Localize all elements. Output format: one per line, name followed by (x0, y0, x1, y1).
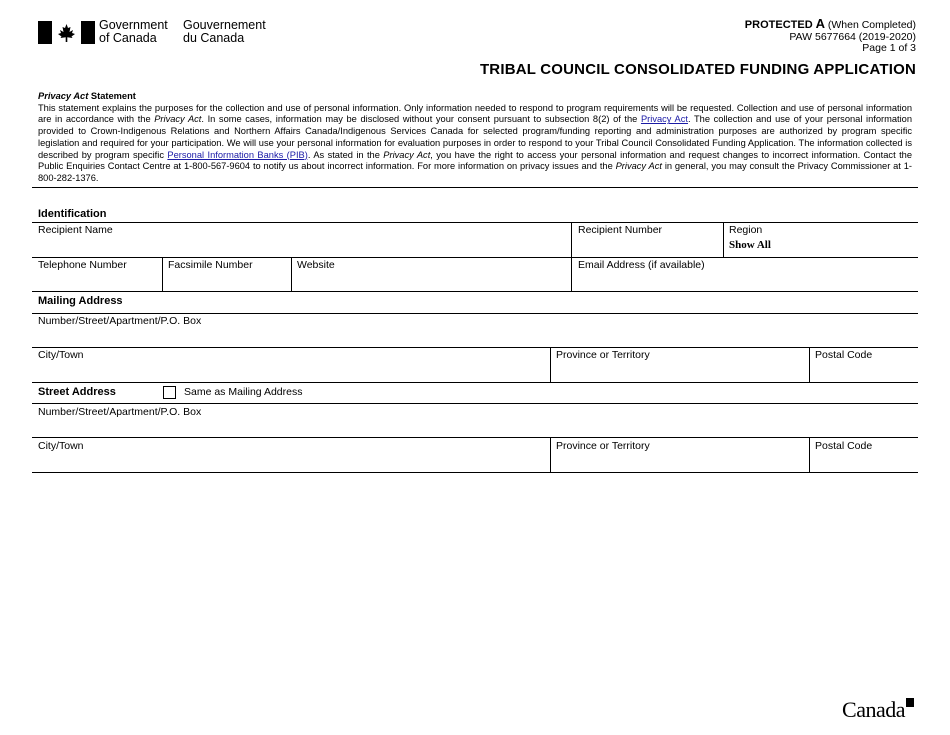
recipient-name-label: Recipient Name (38, 224, 113, 236)
privacy-divider (32, 187, 918, 188)
privacy-heading-italic: Privacy Act (38, 91, 89, 101)
protected-banner (745, 18, 916, 32)
mailing-street-input[interactable] (33, 327, 917, 347)
privacy-act-italic-2: Privacy Act (383, 149, 431, 160)
street-city-input[interactable] (33, 452, 549, 471)
gov-en-line2: of Canada (99, 31, 157, 45)
canada-wordmark (842, 697, 914, 723)
facsimile-input[interactable] (163, 271, 290, 291)
government-of-canada-en (99, 19, 168, 45)
pib-link[interactable]: Personal Information Banks (PIB) (167, 149, 308, 160)
website-input[interactable] (292, 271, 570, 291)
website-label: Website (297, 259, 335, 271)
mailing-city-label: City/Town (38, 349, 84, 361)
facsimile-label: Facsimile Number (168, 259, 253, 271)
ident-bottom-border (32, 291, 918, 292)
privacy-act-link[interactable]: Privacy Act (640, 114, 688, 125)
street-province-label: Province or Territory (556, 440, 650, 452)
telephone-input[interactable] (33, 271, 161, 291)
form-header-info (745, 18, 916, 55)
privacy-act-italic-3: Privacy Act (615, 161, 662, 172)
mailing-city-input[interactable] (33, 361, 549, 381)
street-postal-label: Postal Code (815, 440, 873, 452)
form-title: TRIBAL COUNCIL CONSOLIDATED FUNDING APPLICATION (479, 61, 916, 78)
identification-section-label: Identification (38, 208, 107, 220)
gov-fr-line2: du Canada (183, 31, 245, 45)
street-street-input[interactable] (33, 418, 917, 437)
same-as-mailing-label: Same as Mailing Address (184, 386, 303, 398)
mailing-postal-label: Postal Code (815, 349, 873, 361)
street-postal-input[interactable] (810, 452, 917, 471)
government-of-canada-fr (183, 19, 266, 45)
privacy-heading-rest: Statement (88, 91, 136, 101)
privacy-text-6: in general, you may consult the Privacy Commissioner at 1-800-282-1376. (38, 161, 912, 183)
mailing-postal-input[interactable] (810, 361, 917, 381)
ident-top-border (32, 222, 918, 223)
street-row-border (32, 437, 918, 438)
page-info: Page 1 of 3 (862, 42, 916, 54)
privacy-text-4: . As stated in the (307, 149, 384, 160)
protected-level: A (815, 16, 825, 31)
privacy-body (38, 103, 912, 185)
privacy-text-1: This statement explains the purposes for the collection and use of personal information. Only information needed to respond to program requirements will be requested. Collection and use of personal information are in accordance with the (38, 102, 912, 125)
protected-note: (When Completed) (827, 19, 916, 31)
region-select[interactable]: Show All (729, 239, 771, 251)
region-label: Region (729, 224, 763, 236)
mailing-bottom-border (32, 382, 918, 383)
ident-divider-2 (723, 222, 724, 257)
mailing-top-border (32, 313, 918, 314)
privacy-text-5: , you have the right to access your personal information and request changes to incorrect information. Contact the Public Enquiries Contact Centre at 1-800-567-9604 to notify us about incorrect information. For more information on privacy issues and the (38, 149, 913, 172)
form-number: PAW 5677664 (2019-2020) (789, 30, 916, 43)
mailing-province-select[interactable] (551, 361, 808, 381)
privacy-text-2: . In some cases, information may be disclosed without your consent pursuant to subsection 8(2) of the (201, 114, 641, 125)
street-top-border (32, 403, 918, 404)
gov-en-line1: Government (99, 18, 168, 32)
privacy-act-italic-1: Privacy Act (154, 114, 202, 125)
street-province-select[interactable] (551, 452, 808, 471)
privacy-statement (38, 91, 912, 185)
street-city-label: City/Town (38, 440, 84, 452)
recipient-number-input[interactable] (572, 236, 722, 256)
protected-label: PROTECTED (744, 19, 813, 31)
privacy-text-3: . The collection and use of your personal information provided to Crown-Indigenous Relations and Northern Affairs Canada/Indigenous Services Canada for selected program/funding reporting and administration purposes are authorized by program specific legislation and required for your participation. We will use your personal information for evaluation purposes in order to respond to your Tribal Council Consolidated Funding Application. The information collected is described by program specific (38, 114, 912, 160)
same-as-mailing-checkbox[interactable] (163, 386, 176, 399)
recipient-name-input[interactable] (33, 236, 570, 256)
email-label: Email Address (if available) (578, 259, 705, 271)
mailing-street-label: Number/Street/Apartment/P.O. Box (38, 315, 202, 327)
recipient-number-label: Recipient Number (578, 224, 663, 236)
wordmark-flag-icon (906, 698, 914, 707)
canada-wordmark-text: Canada (842, 697, 905, 722)
telephone-label: Telephone Number (38, 259, 127, 271)
mailing-province-label: Province or Territory (556, 349, 650, 361)
privacy-heading (38, 91, 912, 103)
ident-row-border (32, 257, 918, 258)
street-address-section-label: Street Address (38, 386, 116, 398)
canada-flag-icon (38, 21, 95, 44)
gov-fr-line1: Gouvernement (183, 18, 266, 32)
street-bottom-border (32, 472, 918, 473)
mailing-address-section-label: Mailing Address (38, 295, 123, 307)
street-street-label: Number/Street/Apartment/P.O. Box (38, 406, 202, 418)
email-input[interactable] (572, 271, 917, 291)
mailing-row-border (32, 347, 918, 348)
